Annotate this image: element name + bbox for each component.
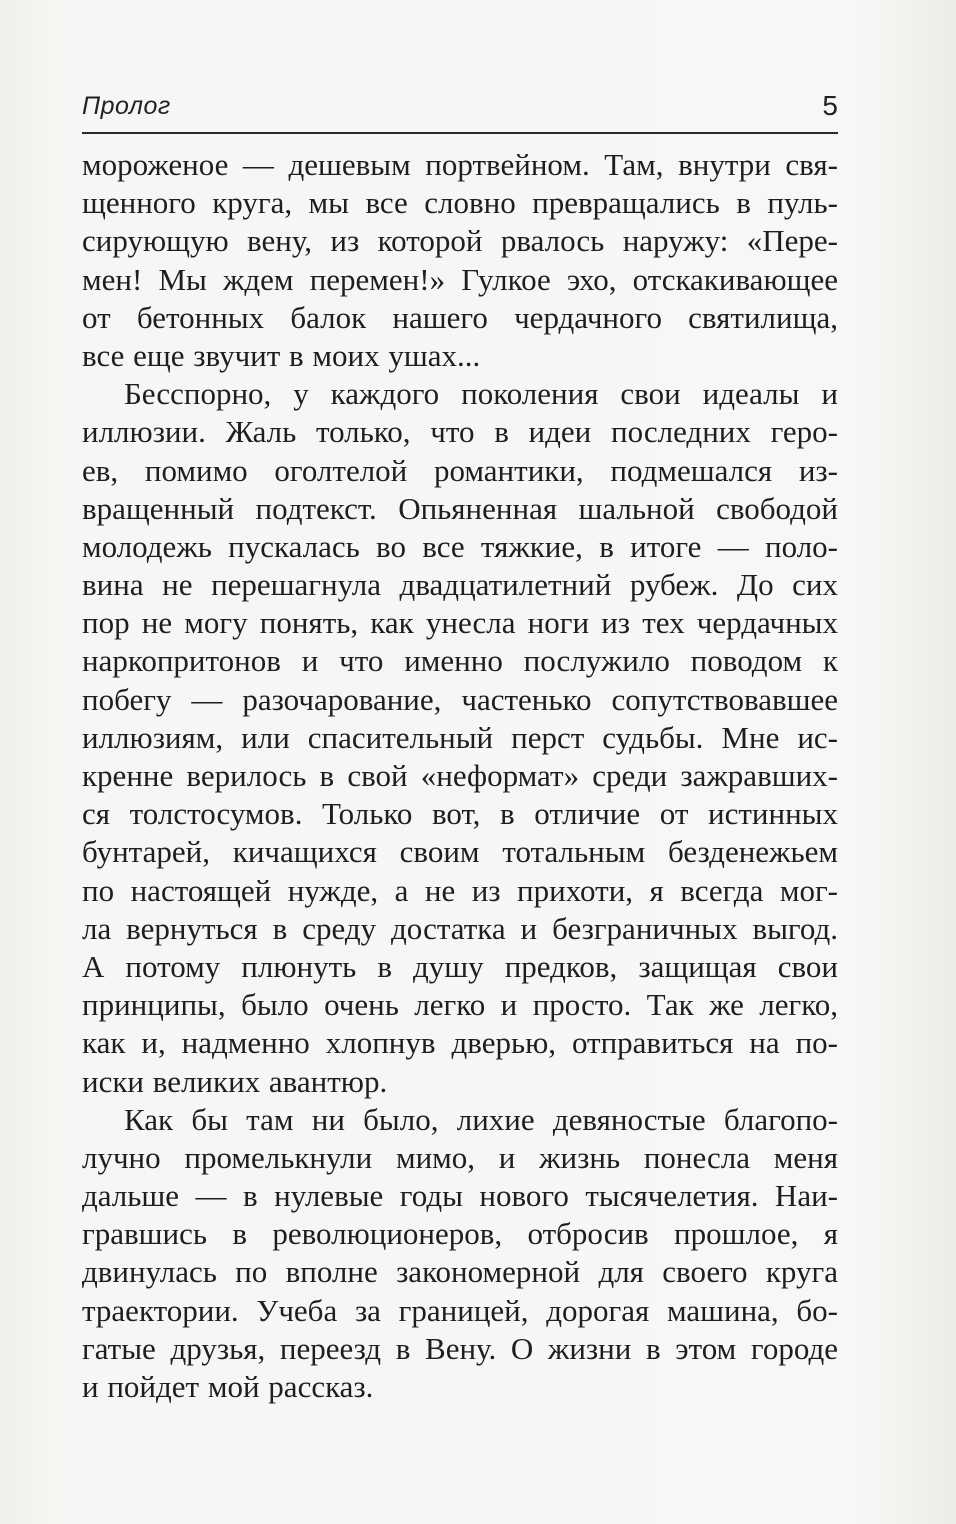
text-line: иллюзии. Жаль только, что в идеи последних геро- [82,414,838,450]
text-line: ла вернуться в среду достатка и безграничных выгод. [82,910,838,946]
text-line: ев, помимо оголтелой романтики, подмешался из- [82,452,838,488]
text-line: вина не перешагнула двадцатилетний рубеж. До сих [82,567,838,603]
text-line: бунтарей, кичащихся своим тотальным безденежьем [82,834,838,870]
text-line: лучно промелькнули мимо, и жизнь понесла меня [82,1139,838,1175]
text-line: дальше — в нулевые годы нового тысячелетия. Наи- [82,1178,838,1214]
header-rule [82,132,838,134]
running-head: Пролог [82,92,171,120]
text-line: кренне верилось в свой «неформат» среди зажравших- [82,758,838,793]
text-line: траектории. Учеба за границей, дорогая машина, бо- [82,1292,838,1328]
paragraph-3 [82,1101,838,1407]
text-line: гатые друзья, переезд в Вену. О жизни в этом городе [82,1330,838,1366]
text-line: мен! Мы ждем перемен!» Гулкое эхо, отскакивающее [82,261,838,297]
text-line: все еще звучит в моих ушах... [82,337,481,373]
text-line: иски великих авантюр. [82,1063,388,1099]
text-line: гравшись в революционеров, отбросив прошлое, я [82,1216,838,1252]
page-header [82,88,838,132]
text-line: пор не могу понять, как унесла ноги из тех чердачных [82,605,838,641]
text-line: по настоящей нужде, а не из прихоти, я всегда мог- [82,872,838,908]
text-line: Бесспорно, у каждого поколения свои идеалы и [124,376,838,412]
text-line: и пойдет мой рассказ. [82,1369,374,1404]
paragraph-2 [82,375,838,1101]
text-line: принципы, было очень легко и просто. Так же легко, [82,987,838,1023]
text-line: ся толстосумов. Только вот, в отличие от истинных [82,796,838,832]
text-line: молодежь пускалась во все тяжкие, в итоге — поло- [82,528,838,564]
text-line: А потому плюнуть в душу предков, защищая свои [82,948,838,984]
paragraph-1 [82,146,838,375]
text-line: сирующую вену, из которой рвалось наружу: «Пере- [82,223,838,259]
text-line: иллюзиям, или спасительный перст судьбы. Мне ис- [82,719,838,755]
page-number: 5 [822,90,838,121]
text-line: мороженое — дешевым портвейном. Там, внутри свя- [82,147,838,182]
text-line: от бетонных балок нашего чердачного святилища, [82,299,838,335]
text-line: двинулась по вполне закономерной для своего круга [82,1254,838,1290]
body-text [82,146,838,1406]
text-line: щенного круга, мы все словно превращались в пуль- [82,185,838,221]
text-line: вращенный подтекст. Опьяненная шальной свободой [82,490,838,526]
text-line: Как бы там ни было, лихие девяностые благопо- [124,1101,838,1137]
text-line: наркопритонов и что именно послужило поводом к [82,643,838,679]
text-line: побегу — разочарование, частенько сопутствовавшее [82,681,838,717]
text-line: как и, надменно хлопнув дверью, отправиться на по- [82,1025,838,1061]
